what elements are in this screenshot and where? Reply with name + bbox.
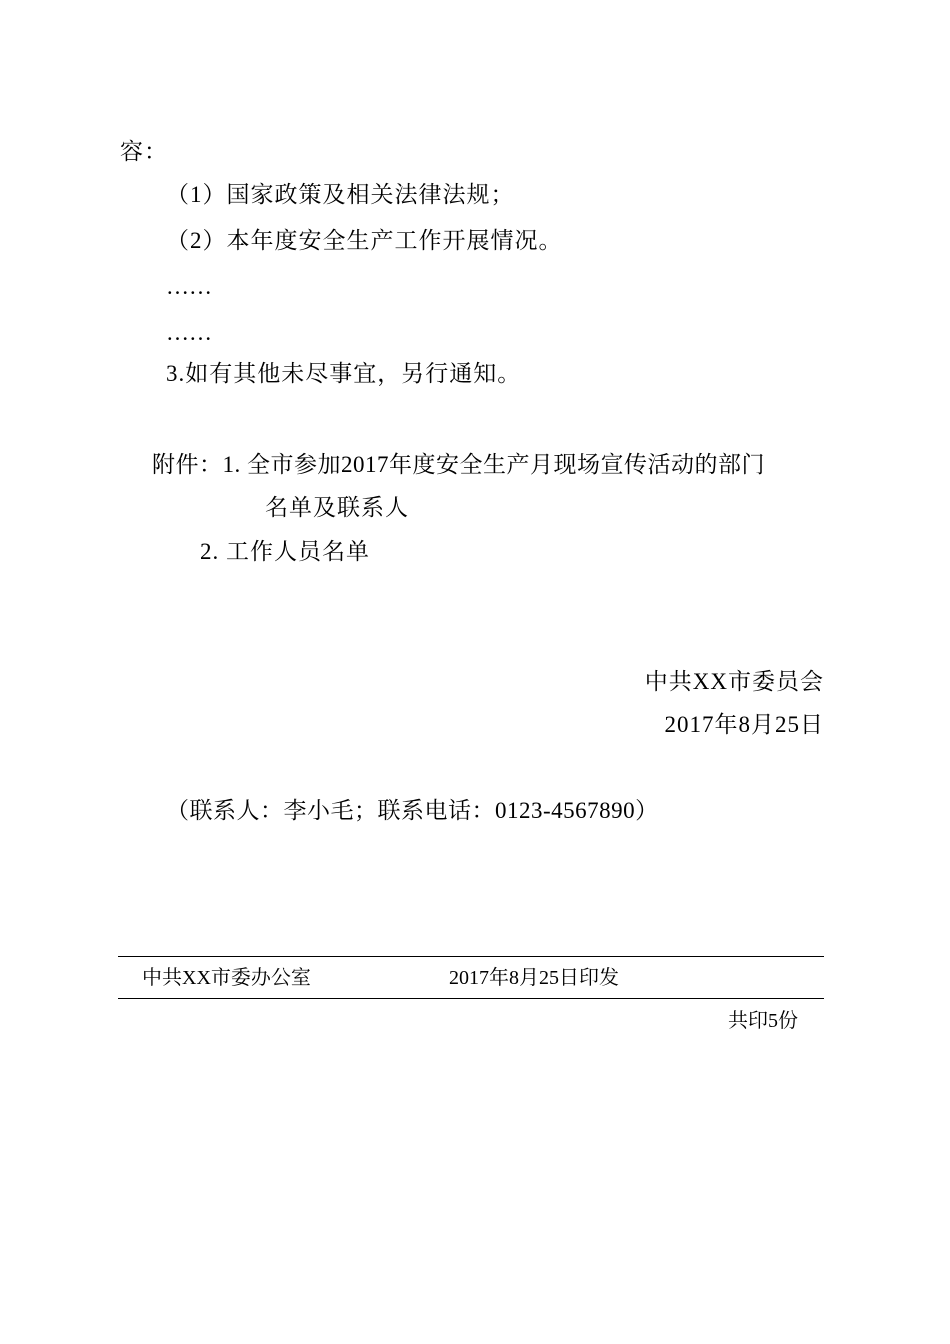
footer-bottom-rule bbox=[118, 998, 824, 999]
signature-date: 2017年8月25日 bbox=[664, 712, 824, 737]
attachment-line-2: 2. 工作人员名单 bbox=[200, 539, 370, 564]
footer-office: 中共XX市委办公室 bbox=[142, 967, 311, 989]
list-item-3: 3.如有其他未尽事宜，另行通知。 bbox=[166, 361, 522, 386]
signature-issuer: 中共XX市委员会 bbox=[644, 669, 824, 694]
footer-top-rule bbox=[118, 956, 824, 957]
footer-issue-date: 2017年8月25日印发 bbox=[449, 967, 619, 989]
footer-copies: 共印5份 bbox=[728, 1010, 798, 1032]
ellipsis-2: …… bbox=[166, 320, 212, 345]
attachment-line-1: 附件：1. 全市参加2017年度安全生产月现场宣传活动的部门 bbox=[152, 452, 765, 477]
list-item-2: （2）本年度安全生产工作开展情况。 bbox=[166, 228, 563, 253]
content-continuation: 容： bbox=[120, 139, 168, 164]
list-item-1: （1）国家政策及相关法律法规； bbox=[166, 182, 515, 207]
ellipsis-1: …… bbox=[166, 274, 212, 299]
contact-info: （联系人：李小毛；联系电话：0123-4567890） bbox=[166, 798, 659, 823]
attachment-line-1-continued: 名单及联系人 bbox=[265, 495, 409, 520]
